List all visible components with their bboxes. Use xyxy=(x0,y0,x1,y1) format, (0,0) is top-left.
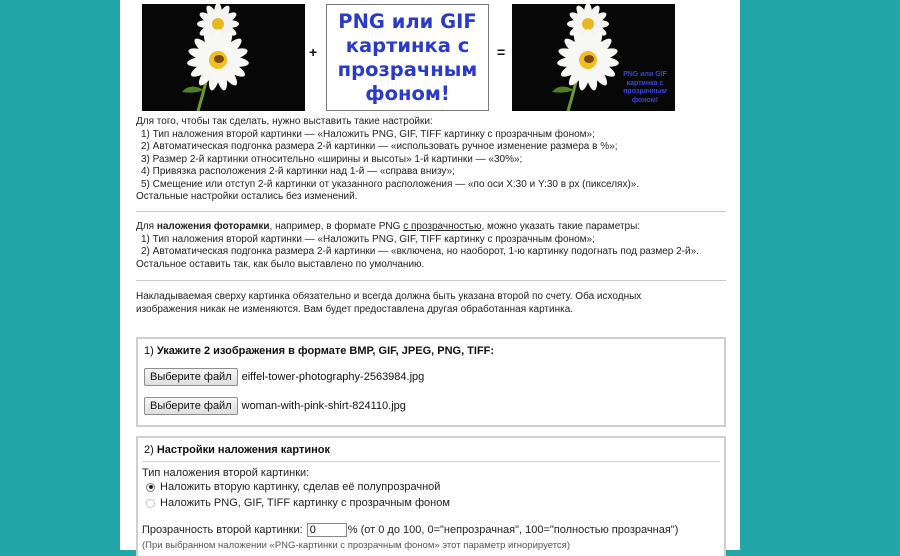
transparency-link[interactable]: с прозрачностью xyxy=(403,221,482,232)
result-photo xyxy=(512,4,675,111)
section2-title: 2) Настройки наложения картинок xyxy=(144,444,330,456)
result-overlay-text: PNG или GIF картинка с прозрачным фоном! xyxy=(623,71,667,104)
option-semi-transparent[interactable] xyxy=(146,481,440,493)
frame-lead: Для наложения фоторамки, например, в формате PNG с прозрачностью, можно указать такие параметры: xyxy=(136,221,641,232)
file-input-1 xyxy=(144,368,424,386)
radio-transparent-png[interactable] xyxy=(146,499,155,508)
radio-semi-transparent[interactable] xyxy=(146,483,155,492)
demo-illustration xyxy=(120,4,740,111)
choose-file-button-1[interactable]: Выберите файл xyxy=(144,368,238,386)
frame-instructions-block xyxy=(136,221,726,271)
instruction-item: 1) Тип наложения второй картинки — «Наложить PNG, GIF, TIFF картинку с прозрачным фоном»; xyxy=(141,128,595,140)
equals-sign: = xyxy=(497,44,506,60)
option-transparent-png[interactable] xyxy=(146,497,450,509)
png-overlay-text: PNG или GIF картинка с прозрачным фоном! xyxy=(337,9,478,105)
overlay-type-label: Тип наложения второй картинки: xyxy=(142,467,310,479)
instruction-item: 5) Смещение или отступ 2-й картинки от указанного расположения — «по оси X:30 и Y:30 в px (пикселях)». xyxy=(141,178,640,190)
content-panel xyxy=(120,0,740,550)
opacity-note: (При выбранном наложении «PNG-картинки с прозрачным фоном» этот параметр игнорируется) xyxy=(142,540,570,551)
opacity-input[interactable] xyxy=(307,523,347,537)
opacity-label: Прозрачность второй картинки: xyxy=(142,524,303,536)
divider xyxy=(136,280,726,281)
frame-item: 2) Автоматическая подгонка размера 2-й картинки — «включена, но наоборот, 1-ю картинку подогнать под размер 2-й». xyxy=(141,246,699,257)
selected-file-name-2: woman-with-pink-shirt-824110.jpg xyxy=(241,400,406,412)
file-selection-section xyxy=(136,337,726,427)
note-block xyxy=(136,291,726,316)
opacity-hint: % (от 0 до 100, 0="непрозрачная", 100="полностью прозрачная") xyxy=(347,524,679,536)
frame-item: 1) Тип наложения второй картинки — «Наложить PNG, GIF, TIFF картинку с прозрачным фоном»; xyxy=(141,233,595,245)
divider xyxy=(136,211,726,212)
daisy-photo xyxy=(142,4,305,111)
plus-sign: + xyxy=(309,44,318,60)
instruction-item: 2) Автоматическая подгонка размера 2-й картинки — «использовать ручное изменение размера в %»; xyxy=(141,141,618,152)
file-input-2 xyxy=(144,397,406,415)
instructions-block xyxy=(136,116,726,204)
instructions-tail: Остальные настройки остались без изменений. xyxy=(136,191,358,202)
png-overlay-sample xyxy=(326,4,489,111)
selected-file-name-1: eiffel-tower-photography-2563984.jpg xyxy=(241,371,425,383)
option-label: Наложить вторую картинку, сделав её полупрозрачной xyxy=(160,481,441,493)
overlay-settings-section xyxy=(136,436,726,556)
instruction-item: 4) Привязка расположения 2-й картинки над 1-й — «справа внизу»; xyxy=(141,166,455,177)
opacity-row xyxy=(142,523,678,537)
option-label: Наложить PNG, GIF, TIFF картинку с прозрачным фоном xyxy=(160,497,450,509)
frame-tail: Остальное оставить так, как было выставлено по умолчанию. xyxy=(136,258,425,270)
section1-title: 1) Укажите 2 изображения в формате BMP, GIF, JPEG, PNG, TIFF: xyxy=(144,345,495,357)
choose-file-button-2[interactable]: Выберите файл xyxy=(144,397,238,415)
note-line: Накладываемая сверху картинка обязательно и всегда должна быть указана второй по счету. Оба исходных xyxy=(136,291,642,302)
note-line: изображения никак не изменяются. Вам будет предоставлена другая обработанная картинка. xyxy=(136,303,574,315)
section2-divider xyxy=(142,461,720,462)
instructions-lead: Для того, чтобы так сделать, нужно выставить такие настройки: xyxy=(136,116,433,127)
instruction-item: 3) Размер 2-й картинки относительно «ширины и высоты» 1-й картинки — «30%»; xyxy=(141,153,523,165)
